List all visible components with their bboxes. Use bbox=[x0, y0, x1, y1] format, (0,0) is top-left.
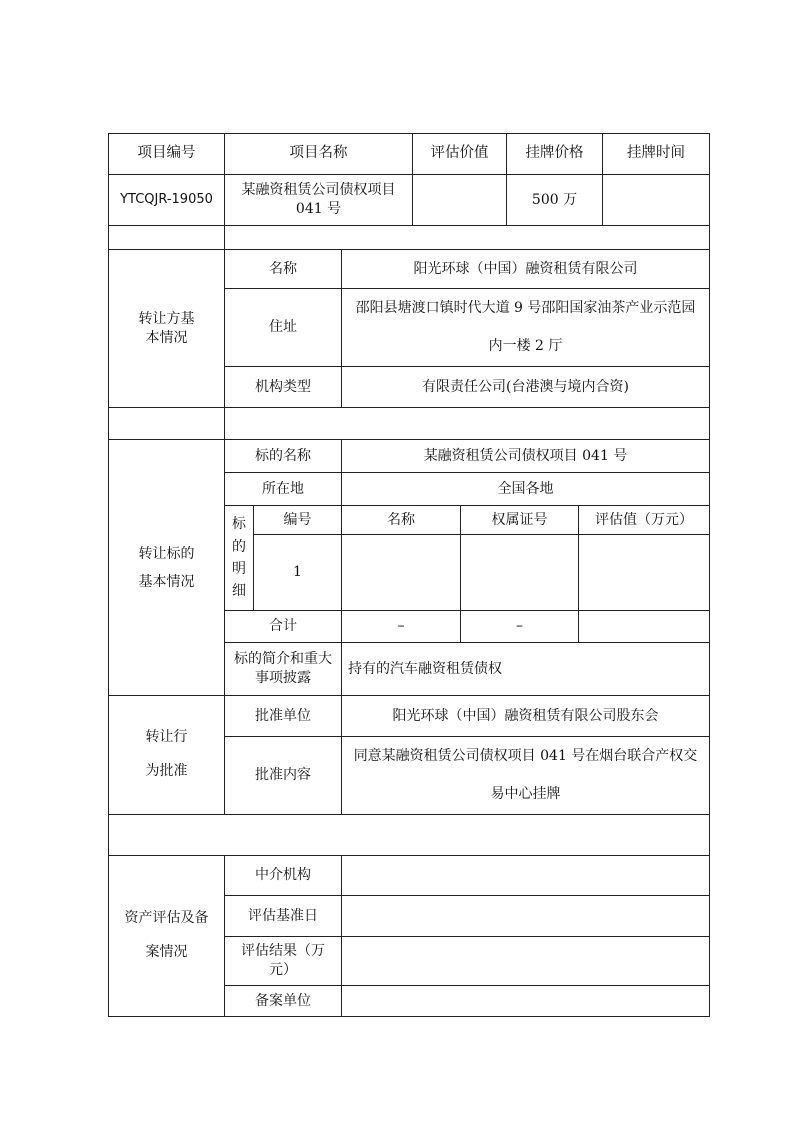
transferor-address-value: 邵阳县塘渡口镇时代大道 9 号邵阳国家油茶产业示范园内一楼 2 厅 bbox=[341, 288, 710, 367]
subject-section-label: 转让标的基本情况 bbox=[108, 439, 225, 696]
detail-col-no: 编号 bbox=[253, 505, 342, 535]
assessment-base-date-value bbox=[341, 895, 710, 937]
detail-total-label: 合计 bbox=[224, 610, 342, 643]
approval-content-label: 批准内容 bbox=[224, 736, 342, 815]
detail-total-value bbox=[578, 610, 710, 643]
detail-total-cert: – bbox=[460, 610, 579, 643]
spacer-left bbox=[108, 225, 225, 250]
assessment-result-label: 评估结果（万元） bbox=[224, 936, 342, 986]
assessment-agency-label: 中介机构 bbox=[224, 855, 342, 896]
project-eval-value bbox=[412, 174, 507, 226]
assessment-agency-value bbox=[341, 855, 710, 896]
subject-intro-value: 持有的汽车融资租赁债权 bbox=[341, 642, 710, 696]
header-listing-price: 挂牌价格 bbox=[506, 133, 603, 175]
detail-row-cert bbox=[460, 534, 579, 611]
transferor-name-label: 名称 bbox=[224, 249, 342, 289]
detail-col-cert: 权属证号 bbox=[460, 505, 579, 535]
spacer-full bbox=[108, 814, 710, 856]
subject-detail-label: 标的明细 bbox=[224, 505, 254, 611]
spacer-right bbox=[224, 225, 710, 250]
detail-row-name bbox=[341, 534, 461, 611]
project-no: YTCQJR-19050 bbox=[108, 174, 225, 226]
subject-name-label: 标的名称 bbox=[224, 439, 342, 473]
subject-name-value: 某融资租赁公司债权项目 041 号 bbox=[341, 439, 710, 473]
header-project-no: 项目编号 bbox=[108, 133, 225, 175]
assessment-filing-label: 备案单位 bbox=[224, 985, 342, 1017]
subject-intro-label: 标的简介和重大事项披露 bbox=[224, 642, 342, 696]
assessment-section-label: 资产评估及备案情况 bbox=[108, 855, 225, 1017]
assessment-filing-value bbox=[341, 985, 710, 1017]
assessment-result-value bbox=[341, 936, 710, 986]
assessment-base-date-label: 评估基准日 bbox=[224, 895, 342, 937]
detail-row-value bbox=[578, 534, 710, 611]
subject-location-value: 全国各地 bbox=[341, 472, 710, 506]
header-project-name: 项目名称 bbox=[224, 133, 413, 175]
project-time bbox=[602, 174, 710, 226]
transferor-address-label: 住址 bbox=[224, 288, 342, 367]
project-price: 500 万 bbox=[506, 174, 603, 226]
detail-total-name: – bbox=[341, 610, 461, 643]
detail-col-name: 名称 bbox=[341, 505, 461, 535]
subject-location-label: 所在地 bbox=[224, 472, 342, 506]
spacer-left bbox=[108, 407, 225, 440]
approval-content-value: 同意某融资租赁公司债权项目 041 号在烟台联合产权交易中心挂牌 bbox=[341, 736, 710, 815]
approval-unit-label: 批准单位 bbox=[224, 695, 342, 737]
approval-section-label: 转让行为批准 bbox=[108, 695, 225, 815]
header-listing-time: 挂牌时间 bbox=[602, 133, 710, 175]
detail-col-value: 评估值（万元） bbox=[578, 505, 710, 535]
detail-row-no: 1 bbox=[253, 534, 342, 611]
spacer-right bbox=[224, 407, 710, 440]
header-eval-value: 评估价值 bbox=[412, 133, 507, 175]
project-name: 某融资租赁公司债权项目 041 号 bbox=[224, 174, 413, 226]
transferor-section-label: 转让方基本情况 bbox=[108, 249, 225, 408]
transferor-org-type-label: 机构类型 bbox=[224, 366, 342, 408]
approval-unit-value: 阳光环球（中国）融资租赁有限公司股东会 bbox=[341, 695, 710, 737]
transferor-name-value: 阳光环球（中国）融资租赁有限公司 bbox=[341, 249, 710, 289]
transferor-org-type-value: 有限责任公司(台港澳与境内合资) bbox=[341, 366, 710, 408]
